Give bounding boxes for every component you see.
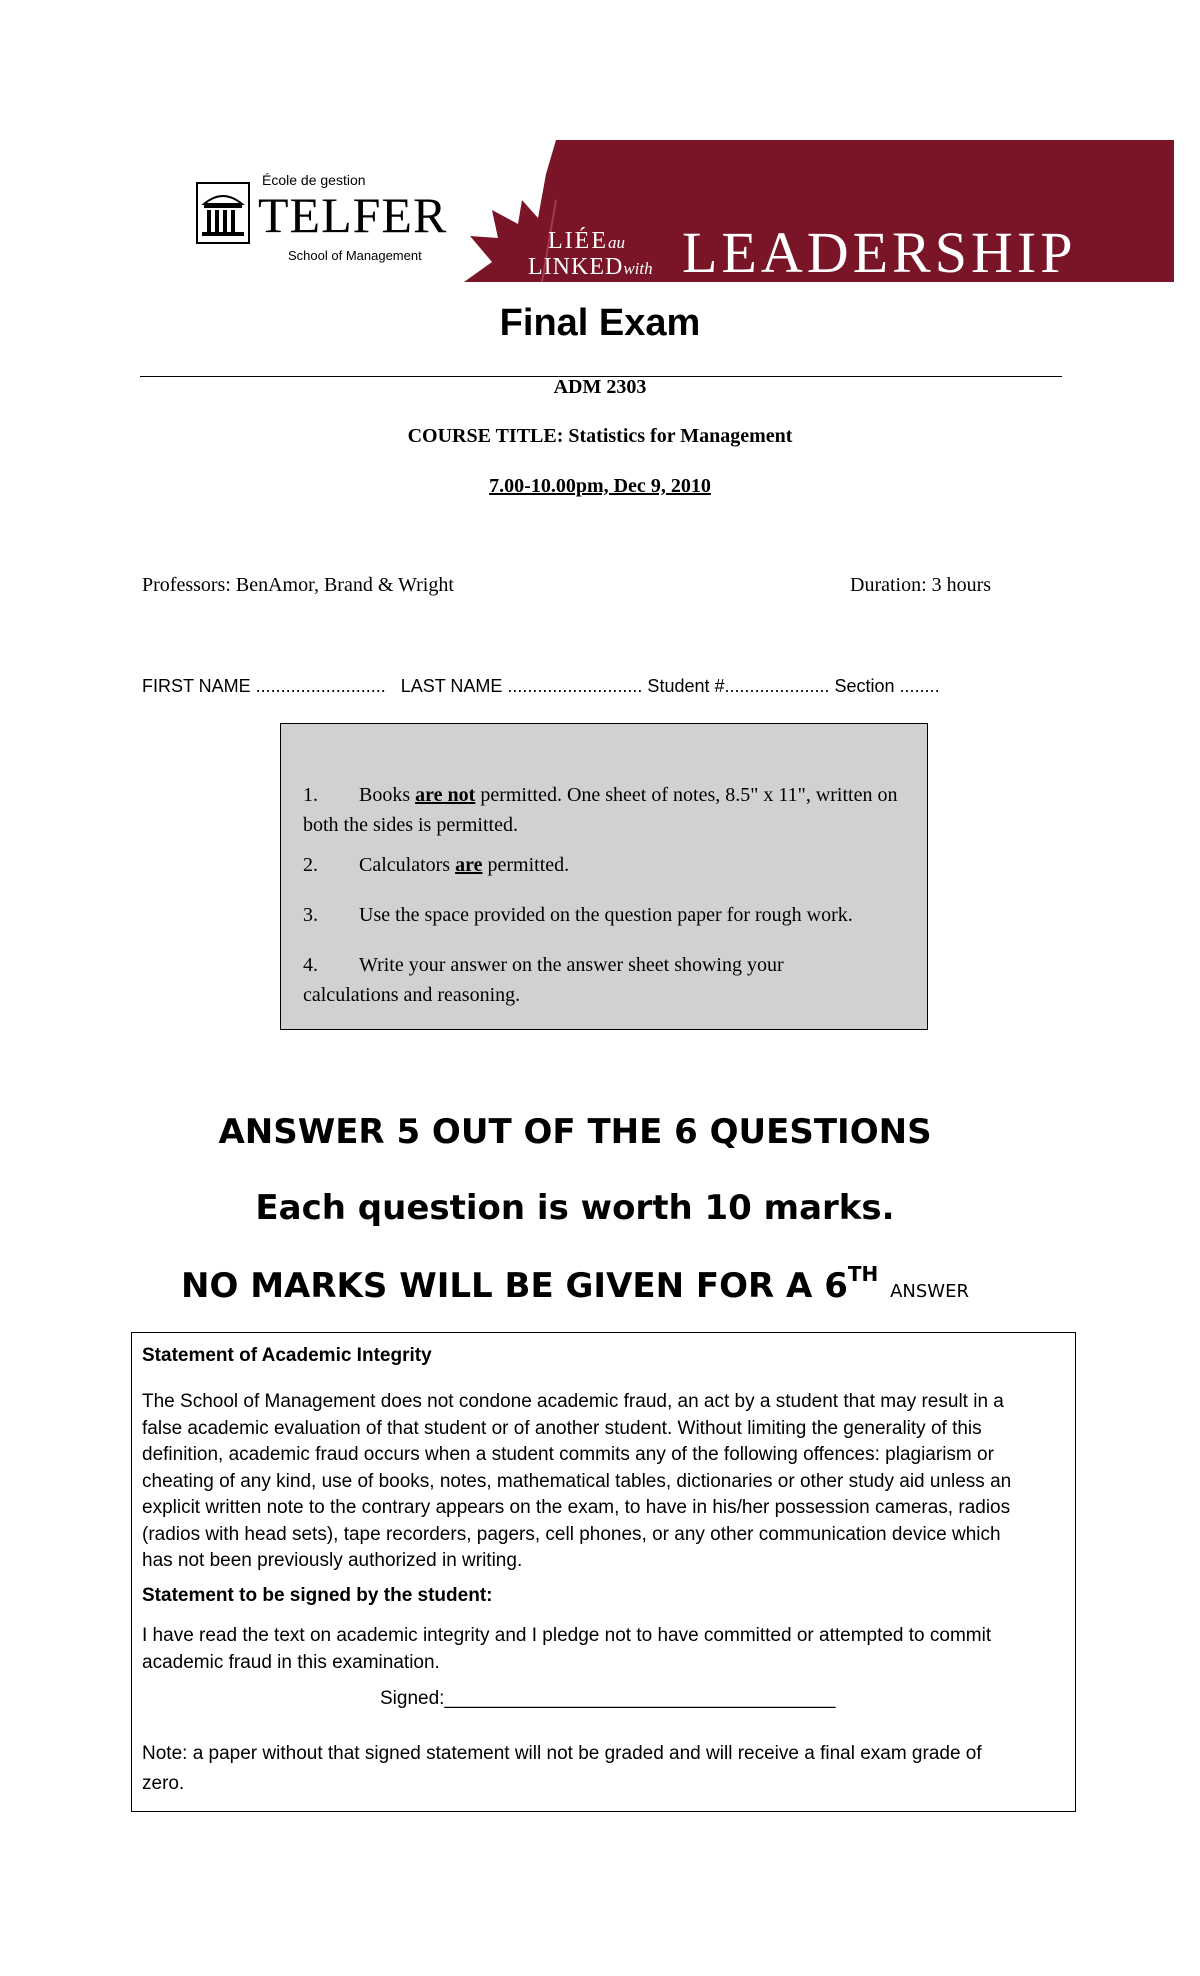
building-icon (196, 182, 250, 244)
rule-2: 2. Calculators are permitted. (303, 854, 570, 876)
integrity-body: The School of Management does not condone academic fraud, an act by a student that may result in a false academic evaluation of that student or of another student. Without limiting the generality of this definition, academic fraud occurs when a student commits any of the following offences: plagiarism or cheating of any kind, use of books, notes, mathematical tables, dictionaries or other study aid unless an explicit written note to the contrary appears on the exam, to have in his/her possession cameras, radios (radios with head sets), tape recorders, pagers, cell phones, or any other communication device which has not been previously authorized in writing. (142, 1391, 1012, 1571)
integrity-note: Note: a paper without that signed statement will not be graded and will receive a final exam grade of zero. (142, 1743, 982, 1794)
telfer-logo (196, 172, 448, 272)
logo-telfer-text: TELFER (258, 187, 448, 243)
rule-3: 3. Use the space provided on the question paper for rough work. (303, 904, 853, 926)
course-code: ADM 2303 (553, 376, 647, 398)
banner-leadership: LEADERSHIP (682, 220, 1077, 285)
logo-school-text: School of Management (288, 248, 422, 263)
instruction-answer-5: ANSWER 5 OUT OF THE 6 QUESTIONS (218, 1112, 932, 1152)
integrity-heading: Statement of Academic Integrity (142, 1345, 432, 1366)
academic-integrity-box (131, 1332, 1076, 1812)
rule-4: 4. Write your answer on the answer sheet showing your calculations and reasoning. (303, 954, 784, 1006)
sign-heading: Statement to be signed by the student: (142, 1585, 493, 1606)
instruction-marks: Each question is worth 10 marks. (255, 1188, 895, 1228)
logo-ecole-text: École de gestion (262, 172, 366, 188)
exam-rules-box (280, 723, 928, 1030)
pledge-text: I have read the text on academic integrity and I pledge not to have committed or attempted to commit academic fraud in this examination. (142, 1625, 992, 1673)
signature-line[interactable]: Signed:_____________________________________ (380, 1688, 836, 1709)
professors: Professors: BenAmor, Brand & Wright (142, 574, 454, 596)
rule-1: 1. Books are not permitted. One sheet of notes, 8.5" x 11", written on both the sides is permitted. (303, 784, 898, 836)
student-name-fields: FIRST NAME .......................... LAST NAME ........................... Student #..................... Section ........ (142, 676, 940, 696)
banner-linked: LINKEDwith (528, 254, 653, 280)
exam-datetime: 7.00-10.00pm, Dec 9, 2010 (489, 475, 711, 497)
leadership-banner (464, 140, 1174, 285)
course-title: COURSE TITLE: Statistics for Management (407, 425, 793, 447)
banner-liee: LIÉEau (548, 228, 625, 254)
instruction-sixth-answer: NO MARKS WILL BE GIVEN FOR A 6TH ANSWER (181, 1262, 969, 1306)
exam-title: Final Exam (499, 302, 701, 344)
duration: Duration: 3 hours (850, 574, 992, 596)
